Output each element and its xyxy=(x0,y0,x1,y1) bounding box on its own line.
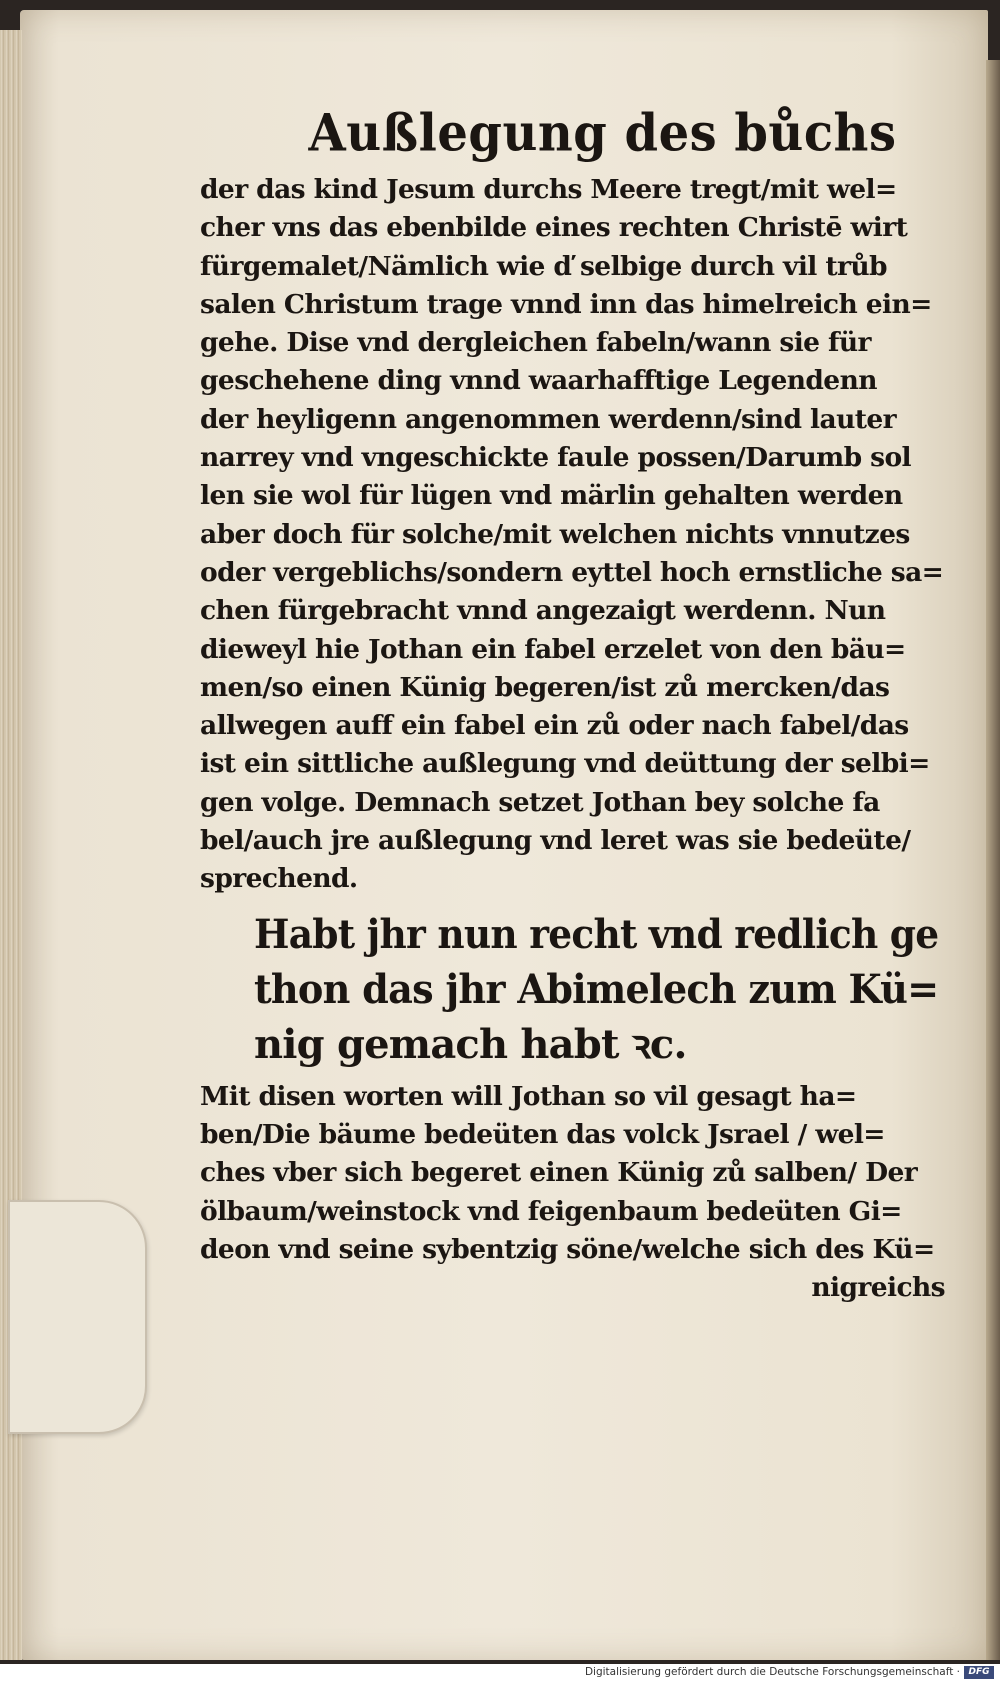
section-heading xyxy=(254,907,945,1072)
text-line: sprechend. xyxy=(200,863,358,895)
text-line: narrey vnd vngeschickte faule possen/Darumb sol xyxy=(200,442,912,474)
text-line: salen Christum trage vnnd inn das himelreich ein= xyxy=(200,288,932,320)
text-line: cher vns das ebenbilde eines rechten Christē wirt xyxy=(200,212,908,244)
text-line: Mit disen worten will Jothan so vil gesagt ha= xyxy=(200,1080,857,1112)
text-line: men/so einen Künig begeren/ist zů mercken/das xyxy=(200,671,890,703)
text-line: oder vergeblichs/sondern eyttel hoch ernstliche sa= xyxy=(200,556,944,588)
text-line: der heyligenn angenommen werdenn/sind lauter xyxy=(200,403,896,435)
text-line: dieweyl hie Jothan ein fabel erzelet von den bäu= xyxy=(200,633,906,665)
text-line: gehe. Dise vnd dergleichen fabeln/wann sie für xyxy=(200,327,871,359)
dfg-logo-icon: DFG xyxy=(964,1666,994,1679)
text-line: der das kind Jesum durchs Meere tregt/mit wel= xyxy=(200,174,897,205)
catchword: nigreichs xyxy=(811,1272,945,1304)
heading-line: nig gemach habt ꝛc. xyxy=(254,1020,687,1068)
text-line: aber doch für solche/mit welchen nichts vnnutzes xyxy=(200,518,910,550)
text-line: chen fürgebracht vnnd angezaigt werdenn. Nun xyxy=(200,595,886,627)
text-line: ölbaum/weinstock vnd feigenbaum bedeüten Gi= xyxy=(200,1195,902,1227)
text-line: ist ein sittliche außlegung vnd deüttung der selbi= xyxy=(200,748,930,780)
bookmark-tab xyxy=(8,1200,147,1434)
body-paragraph-1 xyxy=(200,171,945,899)
text-line: ben/Die bäume bedeüten das volck Jsrael / wel= xyxy=(200,1118,885,1150)
body-paragraph-2 xyxy=(200,1078,945,1308)
running-head: Außlegung des bůchs xyxy=(308,102,897,164)
book-page xyxy=(20,10,988,1660)
binding-edge xyxy=(986,60,1000,1660)
text-line: ches vber sich begeret einen Künig zů salben/ Der xyxy=(200,1157,918,1189)
text-line: len sie wol für lügen vnd märlin gehalten werden xyxy=(200,480,903,512)
heading-line: Habt jhr nun recht vnd redlich ge xyxy=(254,910,939,958)
text-line: allwegen auff ein fabel ein zů oder nach fabel/das xyxy=(200,710,909,742)
text-line: deon vnd seine sybentzig söne/welche sich des Kü= xyxy=(200,1233,935,1265)
footer-credit: Digitalisierung gefördert durch die Deutsche Forschungsgemeinschaft · xyxy=(584,1666,960,1678)
text-block xyxy=(200,102,945,1307)
text-line: gen volge. Demnach setzet Jothan bey solche fa xyxy=(200,786,880,818)
heading-line: thon das jhr Abimelech zum Kü= xyxy=(254,965,939,1013)
text-line: fürgemalet/Nämlich wie ď selbige durch vil trůb xyxy=(200,250,887,282)
text-line: geschehene ding vnnd waarhafftige Legendenn xyxy=(200,365,877,397)
text-line: bel/auch jre außlegung vnd leret was sie bedeüte/ xyxy=(200,825,911,857)
